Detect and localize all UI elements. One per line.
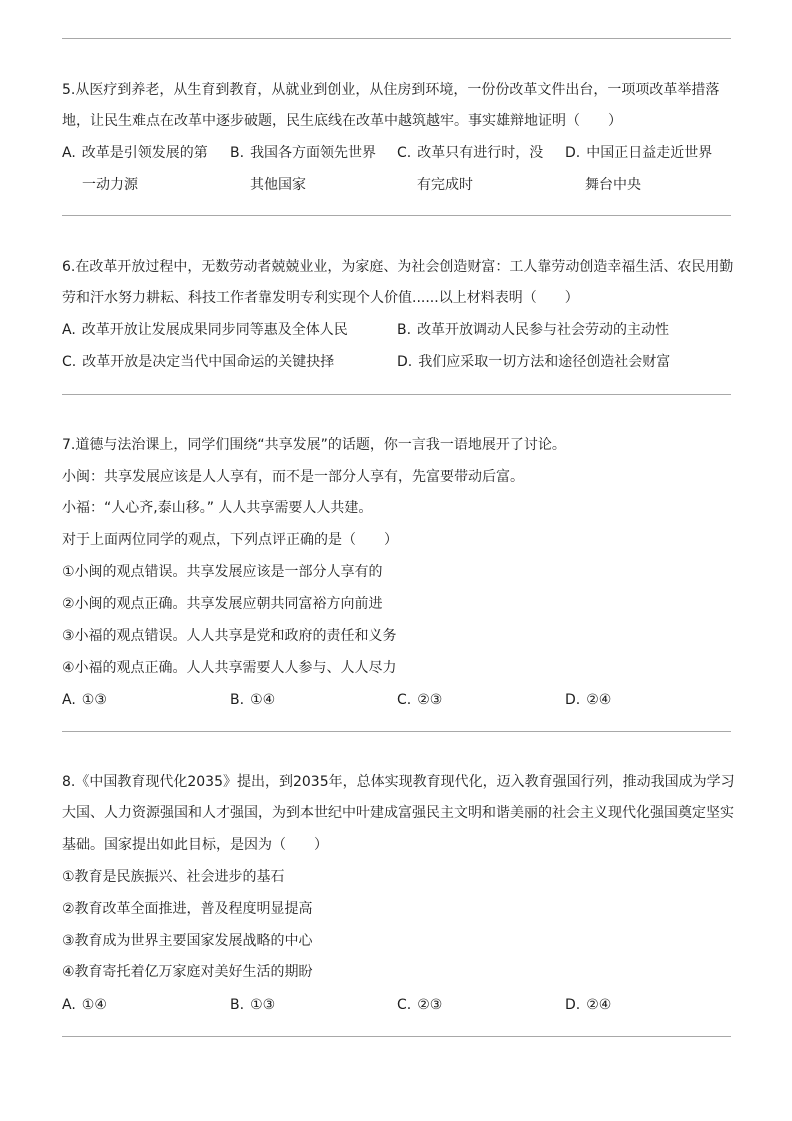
option-text-continued: 其他国家 [250, 177, 306, 193]
divider [62, 215, 731, 216]
statement-3: ③教育成为世界主要国家发展战略的中心 [62, 933, 313, 949]
statement-4: ④小福的观点正确。人人共享需要人人参与、人人尽力 [62, 660, 397, 676]
option-a[interactable] [62, 995, 107, 1015]
option-text: ①④ [81, 997, 107, 1013]
option-text: 改革开放调动人民参与社会劳动的主动性 [417, 322, 670, 338]
option-text: ②④ [586, 997, 612, 1013]
option-c[interactable] [62, 352, 334, 372]
option-text: ①③ [250, 997, 276, 1013]
option-label: C. [397, 997, 412, 1013]
divider [62, 731, 731, 732]
option-d[interactable] [565, 995, 611, 1015]
statement-3: ③小福的观点错误。人人共享是党和政府的责任和义务 [62, 628, 397, 644]
question-stem-line: 小福：“人心齐,泰山移。” 人人共享需要人人共建。 [62, 500, 373, 516]
question-stem-line: 对于上面两位同学的观点，下列点评正确的是（ ） [62, 532, 398, 548]
option-text: ②④ [586, 692, 612, 708]
option-label: C. [397, 692, 412, 708]
divider [62, 38, 731, 39]
option-label: D. [565, 997, 581, 1013]
option-text: ②③ [417, 692, 443, 708]
option-text: 中国正日益走近世界 [586, 145, 713, 161]
question-stem-line: 小闽：共享发展应该是人人享有，而不是一部分人享有，先富要带动后富。 [62, 469, 524, 485]
option-text: 我们应采取一切方法和途径创造社会财富 [418, 354, 671, 370]
option-label: B. [230, 145, 245, 161]
question-stem-line: 劳和汗水努力耕耘、科技工作者靠发明专利实现个人价值......以上材料表明（ ） [62, 290, 579, 306]
question-stem-line: 基础。国家提出如此目标，是因为（ ） [62, 837, 328, 853]
option-b[interactable] [230, 143, 376, 163]
question-stem-line: 地，让民生难点在改革中逐步破题，民生底线在改革中越筑越牢。事实雄辩地证明（ ） [62, 113, 622, 129]
option-text: 我国各方面领先世界 [250, 145, 377, 161]
option-d[interactable] [565, 690, 611, 710]
option-a[interactable] [62, 320, 348, 340]
statement-1: ①小闽的观点错误。共享发展应该是一部分人享有的 [62, 564, 383, 580]
option-c[interactable] [397, 143, 543, 163]
option-label: A. [62, 692, 76, 708]
option-label: A. [62, 322, 76, 338]
question-stem-line: 5.从医疗到养老，从生育到教育，从就业到创业，从住房到环境，一份份改革文件出台，一项项改革举措落 [62, 82, 720, 98]
option-a[interactable] [62, 143, 208, 163]
option-label: D. [397, 354, 413, 370]
question-stem-line: 6.在改革开放过程中，无数劳动者兢兢业业，为家庭、为社会创造财富：工人靠劳动创造幸福生活、农民用勤 [62, 259, 734, 275]
statement-1: ①教育是民族振兴、社会进步的基石 [62, 869, 285, 885]
option-d[interactable] [565, 143, 712, 163]
option-text: 改革开放让发展成果同步同等惠及全体人民 [81, 322, 348, 338]
option-b[interactable] [230, 995, 275, 1015]
question-stem-line: 7.道德与法治课上，同学们围绕“共享发展”的话题，你一言我一语地展开了讨论。 [62, 437, 566, 453]
option-text: ①③ [81, 692, 107, 708]
divider [62, 1036, 731, 1037]
option-label: D. [565, 692, 581, 708]
question-stem-line: 大国、人力资源强国和人才强国，为到本世纪中叶建成富强民主文明和谐美丽的社会主义现代化强国奠定坚实 [62, 805, 734, 821]
option-label: A. [62, 997, 76, 1013]
option-label: C. [397, 145, 412, 161]
option-label: A. [62, 145, 76, 161]
option-text-continued: 有完成时 [417, 177, 473, 193]
option-text: 改革是引领发展的第 [81, 145, 208, 161]
option-d[interactable] [397, 352, 670, 372]
option-label: B. [230, 997, 245, 1013]
option-c[interactable] [397, 690, 442, 710]
option-text: ①④ [250, 692, 276, 708]
option-label: D. [565, 145, 581, 161]
question-stem-line: 8.《中国教育现代化2035》提出，到2035年，总体实现教育现代化，迈入教育强国行列，推动我国成为学习 [62, 774, 735, 790]
option-text: 改革只有进行时，没 [417, 145, 544, 161]
option-b[interactable] [397, 320, 669, 340]
option-text-continued: 舞台中央 [585, 177, 641, 193]
option-label: B. [230, 692, 245, 708]
option-label: C. [62, 354, 77, 370]
statement-2: ②小闽的观点正确。共享发展应朝共同富裕方向前进 [62, 596, 383, 612]
option-c[interactable] [397, 995, 442, 1015]
statement-4: ④教育寄托着亿万家庭对美好生活的期盼 [62, 964, 313, 980]
option-label: B. [397, 322, 412, 338]
statement-2: ②教育改革全面推进，普及程度明显提高 [62, 901, 313, 917]
option-text: ②③ [417, 997, 443, 1013]
option-b[interactable] [230, 690, 275, 710]
divider [62, 394, 731, 395]
option-text-continued: 一动力源 [82, 177, 138, 193]
option-text: 改革开放是决定当代中国命运的关键抉择 [82, 354, 335, 370]
option-a[interactable] [62, 690, 107, 710]
